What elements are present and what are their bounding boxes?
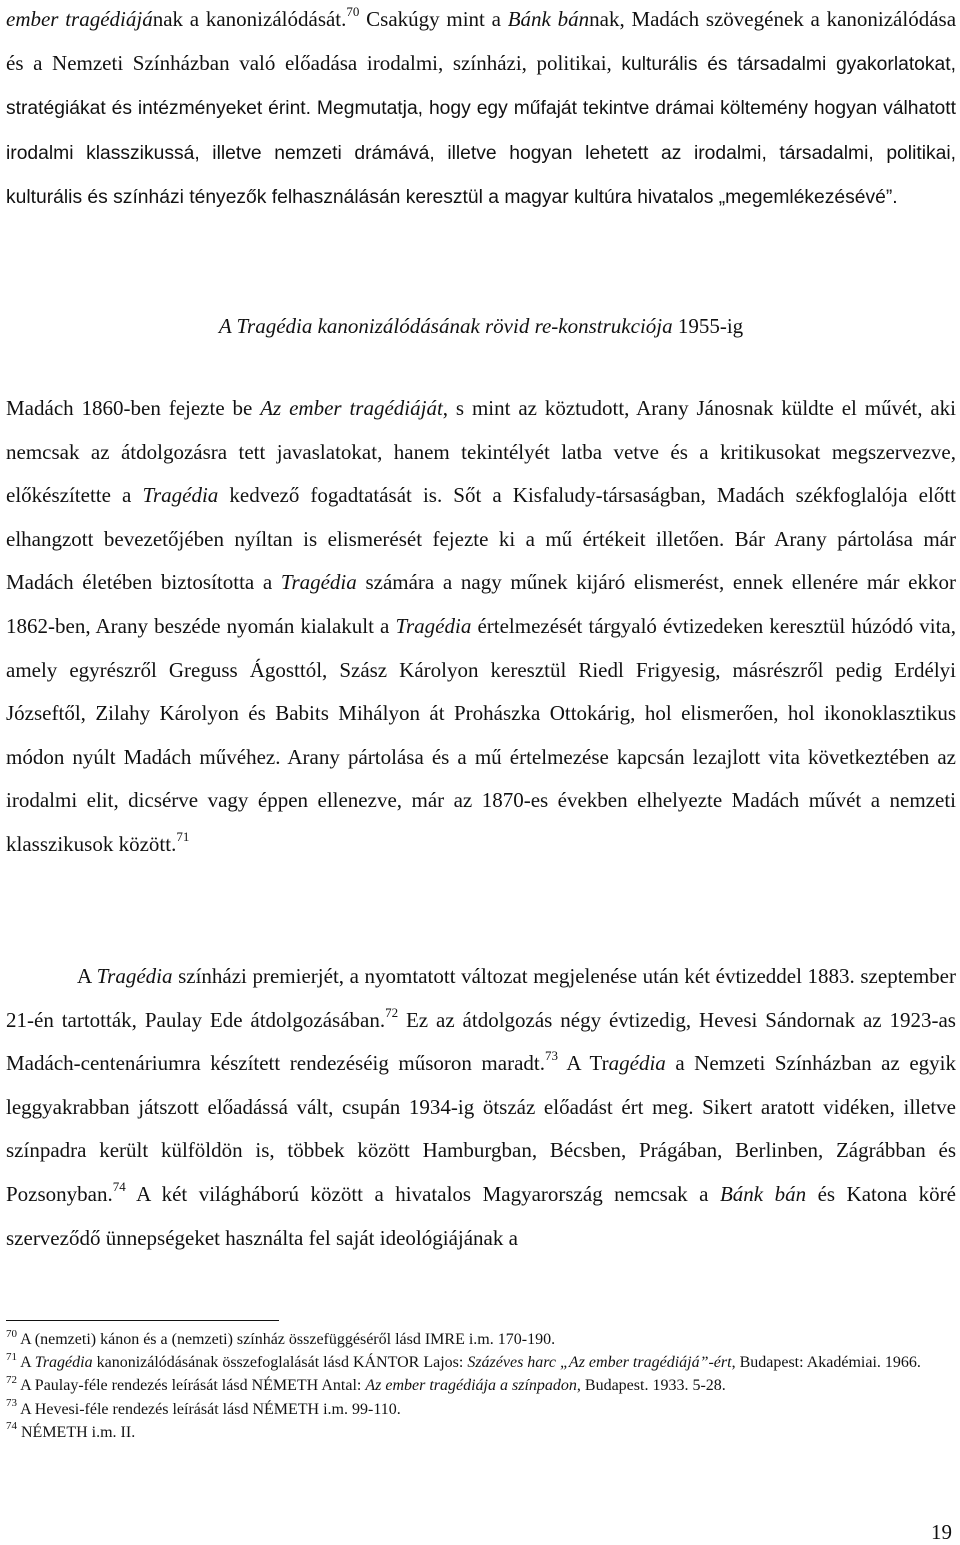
footnote-text: , Budapest: Akadémiai. 1966. xyxy=(731,1354,921,1372)
italic-text: Tragédia xyxy=(395,613,472,638)
footnote-ref-71[interactable]: 71 xyxy=(176,828,190,844)
footnote-ref-73[interactable]: 73 xyxy=(545,1048,558,1064)
heading-italic: A Tragédia kanonizálódásának rövid re-konstrukciója xyxy=(218,314,673,338)
footnotes xyxy=(6,1328,956,1444)
footnote-number: 72 xyxy=(6,1374,17,1387)
footnote-text: A Hevesi-féle rendezés leírását lásd NÉMETH i.m. 99-110. xyxy=(17,1400,401,1418)
footnote-number: 71 xyxy=(6,1350,17,1363)
heading-plain: 1955-ig xyxy=(672,314,744,338)
footnote-italic: Százéves harc „Az ember tragédiájá”-ért xyxy=(467,1354,732,1372)
footnote-italic: Tragédia xyxy=(34,1354,93,1372)
italic-text: Az ember tragédiáját xyxy=(260,396,443,420)
footnote-73 xyxy=(6,1398,956,1421)
italic-text: Tragédia xyxy=(142,483,219,508)
text-run: és Katona köré szerveződő ünnepségeket használta fel saját ideológiájának a xyxy=(6,1181,956,1250)
text-run: A Tr xyxy=(558,1051,609,1076)
text-run: nak a kanonizálódását. xyxy=(152,7,347,31)
footnote-72 xyxy=(6,1374,956,1397)
paragraph-3 xyxy=(6,955,956,1260)
text-run: értelmezését tárgyaló évtizedeken keresztül húzódó vita, amely egyrészről Greguss Ágosttól, Szász Károlyon keresztül Riedl Frigyesig, másrészről pedig Erdélyi Józseftől, Zilahy Károlyon és Babits Mihályon át Prohászka Ottokárig, hol elismerően, hol ikonoklasztikus módon nyúlt Madách művéhez. Arany pártolása és a mű értelmezése kapcsán lezajlott vita következtében az irodalmi elit, dicsérve vagy éppen ellenezve, már az 1870-es években elhelyezte Madách művét a nemzeti klasszikusok között. xyxy=(6,613,957,856)
text-run: a Nemzeti Színházban az egyik leggyakrabban játszott előadássá vált, csupán 1934-ig ötszáz előadást ért meg. Sikert aratott vidéken, illetve színpadra került külföldön is, többek között Hamburgban, Bécsben, Prágában, Berlinben, Zágrábban és Pozsonyban. xyxy=(6,1051,956,1206)
paragraph-1 xyxy=(6,0,956,220)
text-run: Madách 1860-ben fejezte be xyxy=(6,396,261,420)
footnote-number: 73 xyxy=(6,1397,17,1410)
footnote-text: A (nemzeti) kánon és a (nemzeti) színház összefüggéséről lásd IMRE i.m. 170-190. xyxy=(17,1331,556,1348)
italic-text: Bánk bán xyxy=(507,7,590,31)
footnote-74 xyxy=(6,1421,956,1444)
text-run: , s mint az köztudott, Arany Jánosnak küldte el művét, aki nemcsak az átdolgozásra tett javaslatokat, hanem tekintélyét latba vetve és a kritikusokat megszervezve, előkészítette a xyxy=(6,396,957,508)
text-run: A xyxy=(77,964,97,988)
footnote-71 xyxy=(6,1351,956,1374)
page-number: 19 xyxy=(931,1520,952,1544)
text-run: számára a nagy műnek kijáró elismerést, ennek ellenére már ekkor 1862-ben, Arany beszéde nyomán kialakult a xyxy=(6,570,956,638)
sans-text-run: kulturális és társadalmi gyakorlatokat, stratégiákat és intézményeket érint. Megmutatja, hogy egy műfaját tekintve drámai költemény hogyan válhatott irodalmi klasszikussá, illetve nemzeti drámává, illetve hogyan lehetett az irodalmi, társadalmi, politikai, kulturális és színházi tényezők felhasználásán keresztül a magyar kultúra hivatalos „megemlékezésévé”. xyxy=(6,53,956,209)
text-run: kedvező fogadtatását is. Sőt a Kisfaludy-társaságban, Madách székfoglalója előtt elhangzott bevezetőjében nyíltan is elismerését fejezte ki a mű értékeit illetően. Bár Arany pártolása már Madách életében biztosította a xyxy=(6,483,956,595)
footnote-text: A Paulay-féle rendezés leírását lásd NÉMETH Antal: xyxy=(17,1377,366,1395)
text-run: Csakúgy mint a xyxy=(359,7,508,31)
footnote-text: kanonizálódásának összefoglalását lásd KÁNTOR Lajos: xyxy=(92,1354,468,1372)
italic-text: Tragédia xyxy=(280,570,357,595)
text-run: Ez az átdolgozás négy évtizedig, Hevesi Sándornak az 1923-as Madách-centenáriumra készített rendezéséig műsoron maradt. xyxy=(6,1007,956,1076)
text-run: színházi premierjét, a nyomtatott változat megjelenése után két évtizeddel 1883. szeptember 21-én tartották, Paulay Ede átdolgozásában. xyxy=(6,964,956,1032)
footnote-text: A xyxy=(17,1354,35,1372)
italic-text: Tragédia xyxy=(96,964,173,988)
footnote-divider xyxy=(6,1320,279,1321)
footnote-text: , Budapest. 1933. 5-28. xyxy=(576,1377,726,1395)
footnote-number: 70 xyxy=(6,1327,17,1340)
footnote-ref-74[interactable]: 74 xyxy=(112,1178,126,1194)
footnote-number: 74 xyxy=(6,1420,17,1433)
text-run: A két világháború között a hivatalos Magyarország nemcsak a xyxy=(125,1181,720,1206)
footnote-italic: Az ember tragédiája a színpadon xyxy=(365,1377,577,1395)
footnote-text: NÉMETH i.m. II. xyxy=(17,1423,136,1441)
italic-text: Bánk bán xyxy=(719,1181,807,1206)
text-run: nak, Madách szövegének a kanonizálódása és a Nemzeti Színházban való előadása irodalmi, színházi, politikai, xyxy=(6,7,957,75)
italic-text: agédia xyxy=(608,1051,666,1076)
paragraph-2 xyxy=(6,387,956,867)
footnote-ref-70[interactable]: 70 xyxy=(346,4,360,19)
footnote-ref-72[interactable]: 72 xyxy=(385,1004,399,1020)
italic-text: ember tragédiájá xyxy=(6,7,153,31)
footnote-70 xyxy=(6,1328,956,1351)
section-heading xyxy=(6,305,956,348)
